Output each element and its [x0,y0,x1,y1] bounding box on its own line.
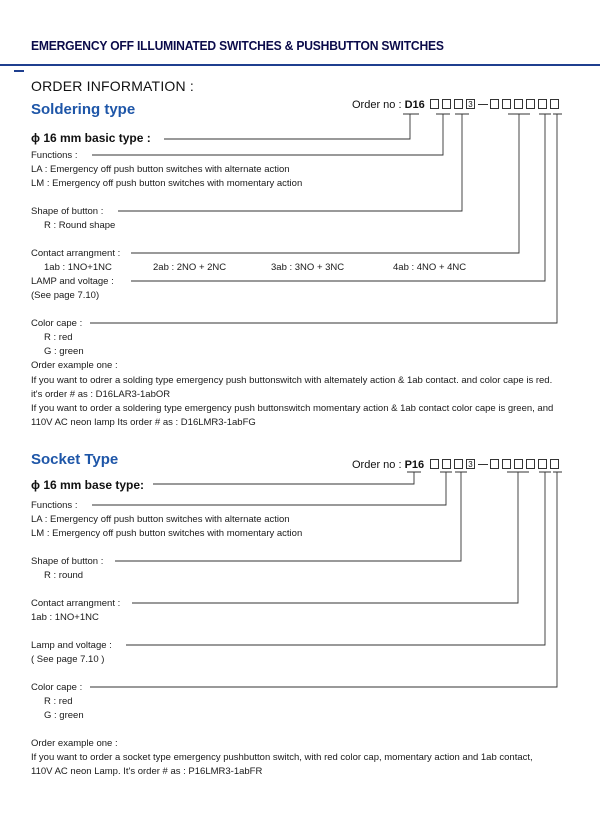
socket-color-label: Color cape : [31,682,83,693]
soldering-lamp-see: (See page 7.10) [31,290,100,301]
soldering-contact-label: Contact arrangment : [31,248,121,259]
socket-functions-label: Functions : [31,500,78,511]
leader-functions [92,472,452,505]
soldering-example-label: Order example one : [31,360,118,371]
socket-contact-label: Contact arrangment : [31,598,121,609]
socket-example-label: Order example one : [31,738,118,749]
socket-function-la: LA : Emergency off push button switches with alternate action [31,514,290,525]
soldering-shape-label: Shape of button : [31,206,104,217]
page-header-title: EMERGENCY OFF ILLUMINATED SWITCHES & PUSHBUTTON SWITCHES [31,38,444,53]
socket-type-title: Socket Type [31,451,119,468]
socket-example-line1: If you want to order a socket type emergency pushbutton switch, with red color cap, momentary action and 1ab contact, [31,752,533,763]
leader-shape [118,114,469,211]
leader-base-type [153,472,421,484]
order-no-label: Order no : [352,99,402,111]
soldering-shape-r: R : Round shape [44,220,116,231]
leader-lamp [126,472,551,645]
leader-shape [115,472,467,561]
soldering-color-r: R : red [44,332,73,343]
leader-contact [131,114,530,253]
leader-basic-type [164,114,419,139]
socket-function-lm: LM : Emergency off push button switches with momentary action [31,528,303,539]
code-box-digit: 3 [466,459,475,469]
socket-contact-1ab: 1ab : 1NO+1NC [31,612,99,623]
soldering-contact-1ab: 1ab : 1NO+1NC [44,262,112,273]
socket-base-type: ϕ 16 mm base type: [31,478,145,492]
order-no-prefix: P16 [404,459,425,471]
soldering-contact-2ab: 2ab : 2NO + 2NC [153,262,227,273]
socket-color-r: R : red [44,696,73,707]
soldering-example-line3: If you want to order a soldering type emergency push buttonswitch momentary action & 1ab contact color cape is green, and [31,403,554,414]
soldering-contact-3ab: 3ab : 3NO + 3NC [271,262,345,273]
soldering-lamp-label: LAMP and voltage : [31,276,114,287]
leader-color [90,472,562,687]
socket-example-line2: 110V AC neon Lamp. It's order # as : P16LMR3-1abFR [31,766,263,777]
soldering-function-la: LA : Emergency off push button switches with alternate action [31,164,290,175]
socket-lamp-see: ( See page 7.10 ) [31,654,105,665]
soldering-example-line2: it's order # as : D16LAR3-1abOR [31,389,171,400]
soldering-contact-4ab: 4ab : 4NO + 4NC [393,262,467,273]
leader-contact [132,472,529,603]
leader-functions [92,114,450,155]
soldering-example-line4: 110V AC neon lamp Its order # as : D16LMR3-1abFG [31,417,256,428]
order-information-heading: ORDER INFORMATION : [31,78,194,94]
soldering-example-line1: If you want to odrer a solding type emergency push buttonswitch with altemately action & 1ab contact. and color cape is red. [31,375,553,386]
soldering-color-g: G : green [44,346,84,357]
socket-shape-r: R : round [44,570,84,581]
soldering-function-lm: LM : Emergency off push button switches with momentary action [31,178,303,189]
socket-shape-label: Shape of button : [31,556,104,567]
soldering-type-title: Soldering type [31,101,136,118]
soldering-color-label: Color cape : [31,318,83,329]
soldering-functions-label: Functions : [31,150,78,161]
socket-lamp-label: Lamp and voltage : [31,640,112,651]
soldering-basic-type: ϕ 16 mm basic type : [31,131,151,145]
order-no-prefix: D16 [404,99,425,111]
order-no-label: Order no : [352,459,402,471]
leader-color [90,114,562,323]
code-box-digit: 3 [466,99,475,109]
socket-color-g: G : green [44,710,84,721]
